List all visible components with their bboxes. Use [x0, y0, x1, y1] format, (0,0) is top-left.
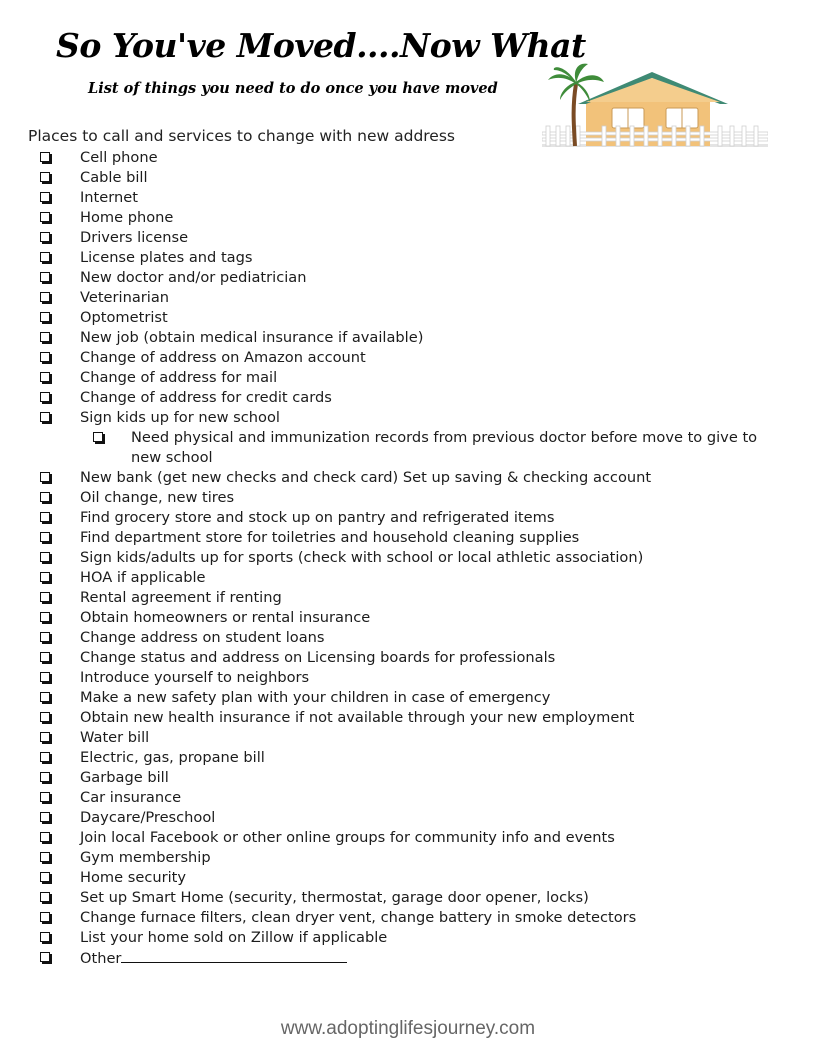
checkbox[interactable]	[40, 692, 50, 702]
checkbox[interactable]	[40, 892, 50, 902]
footer-url: www.adoptinglifesjourney.com	[280, 1018, 536, 1039]
checkbox[interactable]	[40, 712, 50, 722]
checklist-item-label: Drivers license	[80, 229, 189, 246]
checklist-item	[0, 168, 816, 188]
checklist-item	[0, 368, 816, 388]
checkbox[interactable]	[40, 852, 50, 862]
checkbox[interactable]	[40, 912, 50, 922]
checklist-item	[0, 648, 816, 668]
checklist-item-label: Change of address on Amazon account	[80, 349, 366, 366]
checkbox[interactable]	[40, 152, 50, 162]
checklist-item-label: Find grocery store and stock up on pantry and refrigerated items	[80, 509, 555, 526]
checkbox[interactable]	[40, 352, 50, 362]
checklist-item	[0, 908, 816, 928]
checklist	[0, 148, 816, 968]
checklist-item-label: Change status and address on Licensing boards for professionals	[80, 649, 556, 666]
section-heading: Places to call and services to change with new address	[28, 127, 455, 145]
checklist-item	[0, 148, 816, 168]
checkbox[interactable]	[40, 572, 50, 582]
checkbox[interactable]	[40, 532, 50, 542]
checklist-item-label: License plates and tags	[80, 249, 253, 266]
page-title: So You've Moved....Now What	[56, 26, 586, 65]
checklist-item	[0, 948, 816, 968]
checkbox[interactable]	[40, 552, 50, 562]
checklist-item	[0, 528, 816, 548]
checklist-item	[0, 728, 816, 748]
checklist-item-label: Veterinarian	[80, 289, 170, 306]
checklist-item	[0, 808, 816, 828]
checklist-item-label: Home phone	[80, 209, 174, 226]
checklist-item	[0, 688, 816, 708]
checklist-item-label: Change furnace filters, clean dryer vent, change battery in smoke detectors	[80, 909, 637, 926]
checklist-item-label: Change address on student loans	[80, 629, 325, 646]
checklist-item	[0, 708, 816, 728]
house-illustration	[542, 58, 768, 150]
checklist-item	[0, 308, 816, 328]
checklist-item-label: Cell phone	[80, 149, 158, 166]
checklist-item	[0, 508, 816, 528]
checklist-item-label: List your home sold on Zillow if applicable	[80, 929, 388, 946]
checklist-item	[0, 348, 816, 368]
checklist-item-label: Need physical and immunization records from previous doctor before move to give to new school	[131, 429, 758, 466]
checkbox[interactable]	[40, 272, 50, 282]
checklist-item	[0, 568, 816, 588]
checklist-item-label: Join local Facebook or other online groups for community info and events	[80, 829, 615, 846]
checklist-item-label: Find department store for toiletries and household cleaning supplies	[80, 529, 580, 546]
checklist-item-label: Daycare/Preschool	[80, 809, 216, 826]
checklist-item	[0, 748, 816, 768]
checkbox[interactable]	[40, 592, 50, 602]
checkbox[interactable]	[40, 392, 50, 402]
checklist-item	[0, 248, 816, 268]
checklist-item	[0, 848, 816, 868]
checkbox[interactable]	[40, 372, 50, 382]
checklist-item-label: Set up Smart Home (security, thermostat, garage door opener, locks)	[80, 889, 589, 906]
palm-trunk	[574, 84, 576, 146]
checkbox[interactable]	[40, 232, 50, 242]
checkbox[interactable]	[40, 932, 50, 942]
checklist-item	[0, 668, 816, 688]
checkbox[interactable]	[40, 512, 50, 522]
checkbox[interactable]	[40, 192, 50, 202]
checklist-item-label: Change of address for mail	[80, 369, 278, 386]
checklist-item	[0, 588, 816, 608]
checklist-item	[0, 888, 816, 908]
checklist-item	[0, 828, 816, 848]
checklist-item	[0, 388, 816, 408]
sub-checklist-item	[0, 428, 816, 468]
checklist-item-label: Make a new safety plan with your children in case of emergency	[80, 689, 551, 706]
checklist-item-label: Optometrist	[80, 309, 168, 326]
checklist-item-label: Garbage bill	[80, 769, 169, 786]
checkbox[interactable]	[40, 412, 50, 422]
checkbox[interactable]	[40, 212, 50, 222]
checklist-item	[0, 468, 816, 488]
checklist-item	[0, 288, 816, 308]
checkbox[interactable]	[40, 292, 50, 302]
checklist-item-label: Sign kids/adults up for sports (check with school or local athletic association)	[80, 549, 644, 566]
checklist-item	[0, 768, 816, 788]
checklist-item-label: Car insurance	[80, 789, 182, 806]
checkbox[interactable]	[40, 752, 50, 762]
checkbox[interactable]	[40, 632, 50, 642]
checklist-item	[0, 548, 816, 568]
checklist-item	[0, 788, 816, 808]
checkbox[interactable]	[40, 792, 50, 802]
checkbox[interactable]	[40, 492, 50, 502]
checkbox[interactable]	[40, 172, 50, 182]
checklist-item-label: Rental agreement if renting	[80, 589, 282, 606]
checkbox[interactable]	[40, 832, 50, 842]
checklist-item-label: Water bill	[80, 729, 150, 746]
checkbox[interactable]	[40, 472, 50, 482]
checkbox[interactable]	[40, 252, 50, 262]
checklist-item-label: Cable bill	[80, 169, 148, 186]
checklist-item-label: Oil change, new tires	[80, 489, 235, 506]
checklist-item-label: Introduce yourself to neighbors	[80, 669, 310, 686]
checkbox[interactable]	[40, 612, 50, 622]
checklist-item	[0, 208, 816, 228]
checklist-item-label: Other	[80, 948, 347, 969]
checklist-item-label: Home security	[80, 869, 187, 886]
checkbox[interactable]	[40, 672, 50, 682]
checklist-item-label: Sign kids up for new school	[80, 409, 280, 426]
checkbox[interactable]	[40, 312, 50, 322]
checklist-item	[0, 928, 816, 948]
checklist-item	[0, 408, 816, 428]
checklist-item-label: Gym membership	[80, 849, 211, 866]
checklist-item-label: New doctor and/or pediatrician	[80, 269, 307, 286]
checklist-item	[0, 228, 816, 248]
checklist-item	[0, 488, 816, 508]
checkbox[interactable]	[40, 652, 50, 662]
checklist-item	[0, 608, 816, 628]
checklist-item	[0, 868, 816, 888]
checklist-item-label: Obtain new health insurance if not available through your new employment	[80, 709, 635, 726]
checklist-item	[0, 328, 816, 348]
page-subtitle: List of things you need to do once you have moved	[88, 80, 498, 97]
checklist-item	[0, 268, 816, 288]
checklist-item-label: HOA if applicable	[80, 569, 206, 586]
checklist-item-label: Change of address for credit cards	[80, 389, 332, 406]
checklist-item	[0, 628, 816, 648]
checkbox[interactable]	[93, 432, 103, 442]
checkbox[interactable]	[40, 732, 50, 742]
checklist-item-label: Electric, gas, propane bill	[80, 749, 265, 766]
checkbox[interactable]	[40, 812, 50, 822]
checkbox[interactable]	[40, 872, 50, 882]
checklist-item-label: New bank (get new checks and check card) Set up saving & checking account	[80, 469, 652, 486]
checklist-item-label: New job (obtain medical insurance if available)	[80, 329, 424, 346]
checkbox[interactable]	[40, 332, 50, 342]
fill-in-blank-line[interactable]	[121, 948, 347, 963]
checklist-item-label: Obtain homeowners or rental insurance	[80, 609, 371, 626]
checklist-item-label: Internet	[80, 189, 138, 206]
checklist-item	[0, 188, 816, 208]
checkbox[interactable]	[40, 772, 50, 782]
house-gable	[586, 78, 720, 102]
checkbox[interactable]	[40, 952, 50, 962]
